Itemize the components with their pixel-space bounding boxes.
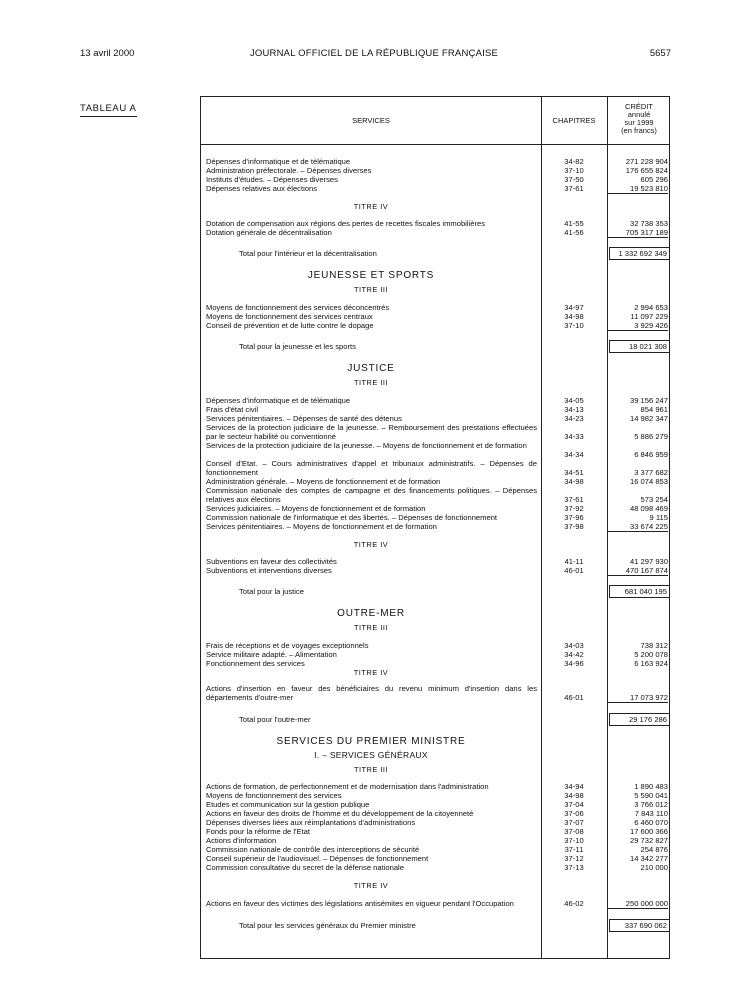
table-label-underline <box>80 116 137 117</box>
row-chapitre: 34-96 <box>564 659 584 668</box>
column-header-credit <box>607 103 671 135</box>
credit-header-line: sur 1999 <box>624 117 654 127</box>
header-divider <box>201 144 669 145</box>
section-title: OUTRE-MER <box>337 608 405 619</box>
row-label <box>206 863 540 872</box>
row-amount: 470 167 874 <box>607 566 668 576</box>
row-label <box>206 175 540 184</box>
row-label <box>206 219 540 228</box>
row-label <box>206 184 540 193</box>
row-chapitre: 41-11 <box>564 557 584 566</box>
row-label <box>206 312 540 321</box>
row-label-text: Administration générale. – Moyens de fonctionnement et de formation <box>206 477 441 486</box>
row-label <box>206 650 540 659</box>
row-label-text: Dépenses diverses liées aux réimplantations d'administrations <box>206 818 416 827</box>
row-chapitre: 34-94 <box>564 782 584 791</box>
row-label <box>206 854 540 863</box>
row-label-text: Moyens de fonctionnement des services déconcentrés <box>206 303 390 312</box>
row-label <box>206 827 540 836</box>
row-label-text: Commission nationale de l'informatique et des libertés. – Dépenses de fonctionnement <box>206 513 498 522</box>
row-label-text: Commission consultative du secret de la défense nationale <box>206 863 404 872</box>
row-amount: 250 000 000 <box>607 899 668 909</box>
row-label-text: Commission nationale de contrôle des interceptions de sécurité <box>206 845 420 854</box>
row-label-text: Subventions et interventions diverses <box>206 566 332 575</box>
row-label <box>206 836 540 845</box>
row-amount: 5 590 041 <box>634 791 668 800</box>
row-label-text: Services de la protection judiciaire de la jeunesse. – Remboursement des prestations effectuées par le secteur habilité ou conventionné <box>206 423 537 441</box>
row-label <box>239 715 539 724</box>
row-label <box>206 659 540 668</box>
row-chapitre: 34-13 <box>564 405 584 414</box>
row-amount: 33 674 225 <box>607 522 668 532</box>
row-amount: 17 600 366 <box>629 827 668 836</box>
row-chapitre: 37-61 <box>564 184 584 193</box>
titre-label: TITRE III <box>353 765 389 774</box>
row-label <box>206 477 540 486</box>
row-label <box>239 342 539 351</box>
row-label-text: Actions en faveur des droits de l'homme et du développement de la citoyenneté <box>206 809 474 818</box>
row-chapitre: 37-50 <box>564 175 584 184</box>
row-label <box>239 249 539 258</box>
row-label <box>206 782 540 791</box>
titre-label: TITRE III <box>353 623 389 632</box>
row-amount: 3 766 012 <box>634 800 668 809</box>
row-label <box>206 303 540 312</box>
row-label-text: Dépenses d'informatique et de télématique <box>206 396 351 405</box>
row-label-text: Services judiciaires. – Moyens de fonctionnement et de formation <box>206 504 426 513</box>
row-label <box>206 504 540 513</box>
row-chapitre: 37-92 <box>564 504 584 513</box>
row-amount: 271 228 904 <box>625 157 668 166</box>
row-label-text: Etudes et communication sur la gestion publique <box>206 800 370 809</box>
row-label-text: Total pour les services généraux du Premier ministre <box>239 921 416 930</box>
row-label <box>206 423 537 441</box>
row-amount: 14 342 277 <box>629 854 668 863</box>
row-label-text: Frais d'état civil <box>206 405 259 414</box>
row-label-text: Dotation générale de décentralisation <box>206 228 332 237</box>
row-chapitre: 46-02 <box>564 899 584 908</box>
row-label <box>206 845 540 854</box>
row-label-text: Service militaire adapté. – Alimentation <box>206 650 337 659</box>
titre-label: TITRE IV <box>353 881 389 890</box>
column-header-services: SERVICES <box>352 116 390 125</box>
row-amount: 3 929 426 <box>607 321 668 331</box>
row-label-text: Services pénitentiaires. – Dépenses de santé des détenus <box>206 414 402 423</box>
row-label <box>206 157 540 166</box>
row-chapitre: 37-12 <box>564 854 584 863</box>
titre-label: TITRE IV <box>353 540 389 549</box>
total-amount: 681 040 195 <box>609 585 670 598</box>
row-chapitre: 34-33 <box>564 432 584 441</box>
row-label <box>206 791 540 800</box>
row-amount: 11 097 229 <box>630 312 668 321</box>
row-chapitre: 37-10 <box>564 166 584 175</box>
row-amount: 48 098 469 <box>629 504 668 513</box>
row-label-text: Administration préfectorale. – Dépenses diverses <box>206 166 372 175</box>
row-amount: 254 876 <box>640 845 668 854</box>
row-label <box>239 587 539 596</box>
row-chapitre: 37-61 <box>564 495 584 504</box>
row-label-text: Moyens de fonctionnement des services <box>206 791 342 800</box>
row-chapitre: 34-98 <box>564 312 584 321</box>
section-title: JEUNESSE ET SPORTS <box>307 270 435 281</box>
row-chapitre: 41-55 <box>564 219 584 228</box>
credit-header-line: (en francs) <box>621 125 657 135</box>
table-label: TABLEAU A <box>80 103 137 114</box>
row-label <box>206 228 540 237</box>
row-label-text: Moyens de fonctionnement des services centraux <box>206 312 373 321</box>
total-amount: 29 176 286 <box>609 713 670 726</box>
row-amount: 854 961 <box>640 405 668 414</box>
credits-table <box>200 96 670 959</box>
section-title: JUSTICE <box>347 363 395 374</box>
total-amount: 337 690 062 <box>609 919 670 932</box>
row-label <box>206 441 537 450</box>
row-amount: 705 317 189 <box>607 228 668 238</box>
row-chapitre: 34-98 <box>564 791 584 800</box>
row-amount: 17 073 972 <box>607 693 668 703</box>
row-label <box>206 557 540 566</box>
row-amount: 3 377 682 <box>634 468 668 477</box>
row-label <box>206 321 540 330</box>
row-label-text: Conseil supérieur de l'audiovisuel. – Dépenses de fonctionnement <box>206 854 429 863</box>
row-label-text: Fonds pour la réforme de l'Etat <box>206 827 311 836</box>
row-label <box>206 513 540 522</box>
column-header-chapitres: CHAPITRES <box>552 116 596 125</box>
row-chapitre: 37-11 <box>564 845 584 854</box>
row-chapitre: 34-23 <box>564 414 584 423</box>
row-label-text: Total pour la jeunesse et les sports <box>239 342 356 351</box>
row-amount: 29 732 827 <box>629 836 668 845</box>
row-label <box>206 405 540 414</box>
row-label <box>206 684 537 702</box>
row-label <box>206 818 540 827</box>
row-amount: 573 254 <box>640 495 668 504</box>
header-title: JOURNAL OFFICIEL DE LA RÉPUBLIQUE FRANÇAISE <box>249 48 499 59</box>
row-label <box>206 459 537 477</box>
row-chapitre: 34-97 <box>564 303 584 312</box>
row-amount: 41 297 930 <box>629 557 668 566</box>
row-label-text: Actions d'insertion en faveur des bénéficiaires du revenu minimum d'insertion dans les départements d'outre-mer <box>206 684 537 702</box>
titre-label: TITRE III <box>353 378 389 387</box>
row-label-text: Services pénitentiaires. – Moyens de fonctionnement et de formation <box>206 522 437 531</box>
row-label-text: Frais de réceptions et de voyages exceptionnels <box>206 641 369 650</box>
row-chapitre: 37-10 <box>564 321 584 330</box>
row-chapitre: 37-96 <box>564 513 584 522</box>
row-chapitre: 34-34 <box>564 450 584 459</box>
row-label-text: Dotation de compensation aux régions des pertes de recettes fiscales immobilières <box>206 219 486 228</box>
row-label <box>206 809 540 818</box>
row-chapitre: 37-10 <box>564 836 584 845</box>
row-amount: 16 074 853 <box>629 477 668 486</box>
row-label <box>239 921 539 930</box>
row-label-text: Total pour la justice <box>239 587 305 596</box>
row-label-text: Services de la protection judiciaire de la jeunesse. – Moyens de fonctionnement et de formation <box>206 441 527 450</box>
row-label-text: Instituts d'études. – Dépenses diverses <box>206 175 338 184</box>
row-amount: 1 890 483 <box>634 782 668 791</box>
row-chapitre: 37-08 <box>564 827 584 836</box>
row-chapitre: 41-56 <box>564 228 584 237</box>
titre-label: I. – SERVICES GÉNÉRAUX <box>314 750 428 760</box>
credit-header-line: annulé <box>627 109 651 119</box>
row-amount: 7 843 110 <box>634 809 668 818</box>
header-date: 13 avril 2000 <box>80 48 135 59</box>
total-amount: 18 021 308 <box>609 340 670 353</box>
credit-header-line: CRÉDIT <box>625 102 653 111</box>
row-label <box>206 641 540 650</box>
row-label <box>206 800 540 809</box>
row-amount: 5 200 078 <box>634 650 668 659</box>
row-amount: 176 655 824 <box>625 166 668 175</box>
row-amount: 14 982 347 <box>629 414 668 423</box>
row-chapitre: 34-98 <box>564 477 584 486</box>
row-label-text: Total pour l'outre-mer <box>239 715 311 724</box>
row-amount: 19 523 810 <box>607 184 668 194</box>
row-chapitre: 37-04 <box>564 800 584 809</box>
header-page-number: 5657 <box>649 48 671 59</box>
row-label <box>206 396 540 405</box>
row-label-text: Commission nationale des comptes de campagne et des financements politiques. – Dépenses relatives aux élections <box>206 486 537 504</box>
row-label-text: Actions d'information <box>206 836 277 845</box>
row-amount: 6 846 959 <box>634 450 668 459</box>
row-label <box>206 566 540 575</box>
row-label-text: Conseil d'Etat. – Cours administratives d'appel et tribunaux administratifs. – Dépenses de fonctionnement <box>206 459 537 477</box>
row-chapitre: 37-07 <box>564 818 584 827</box>
titre-label: TITRE III <box>353 285 389 294</box>
row-chapitre: 46-01 <box>564 693 584 702</box>
row-chapitre: 34-82 <box>564 157 584 166</box>
row-amount: 32 738 353 <box>629 219 668 228</box>
row-amount: 5 886 279 <box>634 432 668 441</box>
row-chapitre: 37-13 <box>564 863 584 872</box>
row-amount: 738 312 <box>640 641 668 650</box>
row-chapitre: 34-03 <box>564 641 584 650</box>
row-chapitre: 34-05 <box>564 396 584 405</box>
total-amount: 1 332 692 349 <box>609 247 670 260</box>
row-label-text: Dépenses d'informatique et de télématique <box>206 157 351 166</box>
row-label <box>206 486 537 504</box>
row-label-text: Actions en faveur des victimes des législations antisémites en vigueur pendant l'Occupation <box>206 899 514 908</box>
titre-label: TITRE IV <box>353 668 389 677</box>
row-amount: 6 163 924 <box>634 659 668 668</box>
row-label-text: Total pour l'intérieur et la décentralisation <box>239 249 377 258</box>
row-amount: 39 156 247 <box>629 396 668 405</box>
row-amount: 9 115 <box>649 513 668 522</box>
row-label-text: Dépenses relatives aux élections <box>206 184 318 193</box>
row-amount: 210 000 <box>640 863 668 872</box>
row-chapitre: 37-06 <box>564 809 584 818</box>
row-label-text: Subventions en faveur des collectivités <box>206 557 337 566</box>
section-title: SERVICES DU PREMIER MINISTRE <box>276 736 466 747</box>
row-amount: 605 296 <box>640 175 668 184</box>
row-label-text: Actions de formation, de perfectionnement et de modernisation dans l'administration <box>206 782 489 791</box>
row-chapitre: 34-42 <box>564 650 584 659</box>
row-label-text: Conseil de prévention et de lutte contre le dopage <box>206 321 374 330</box>
row-chapitre: 34-51 <box>564 468 584 477</box>
row-label <box>206 166 540 175</box>
row-label <box>206 414 540 423</box>
row-amount: 2 994 653 <box>634 303 668 312</box>
row-label <box>206 522 540 531</box>
titre-label: TITRE IV <box>353 202 389 211</box>
row-chapitre: 46-01 <box>564 566 584 575</box>
row-label-text: Fonctionnement des services <box>206 659 305 668</box>
row-label <box>206 899 540 908</box>
row-amount: 6 460 070 <box>634 818 668 827</box>
row-chapitre: 37-98 <box>564 522 584 531</box>
